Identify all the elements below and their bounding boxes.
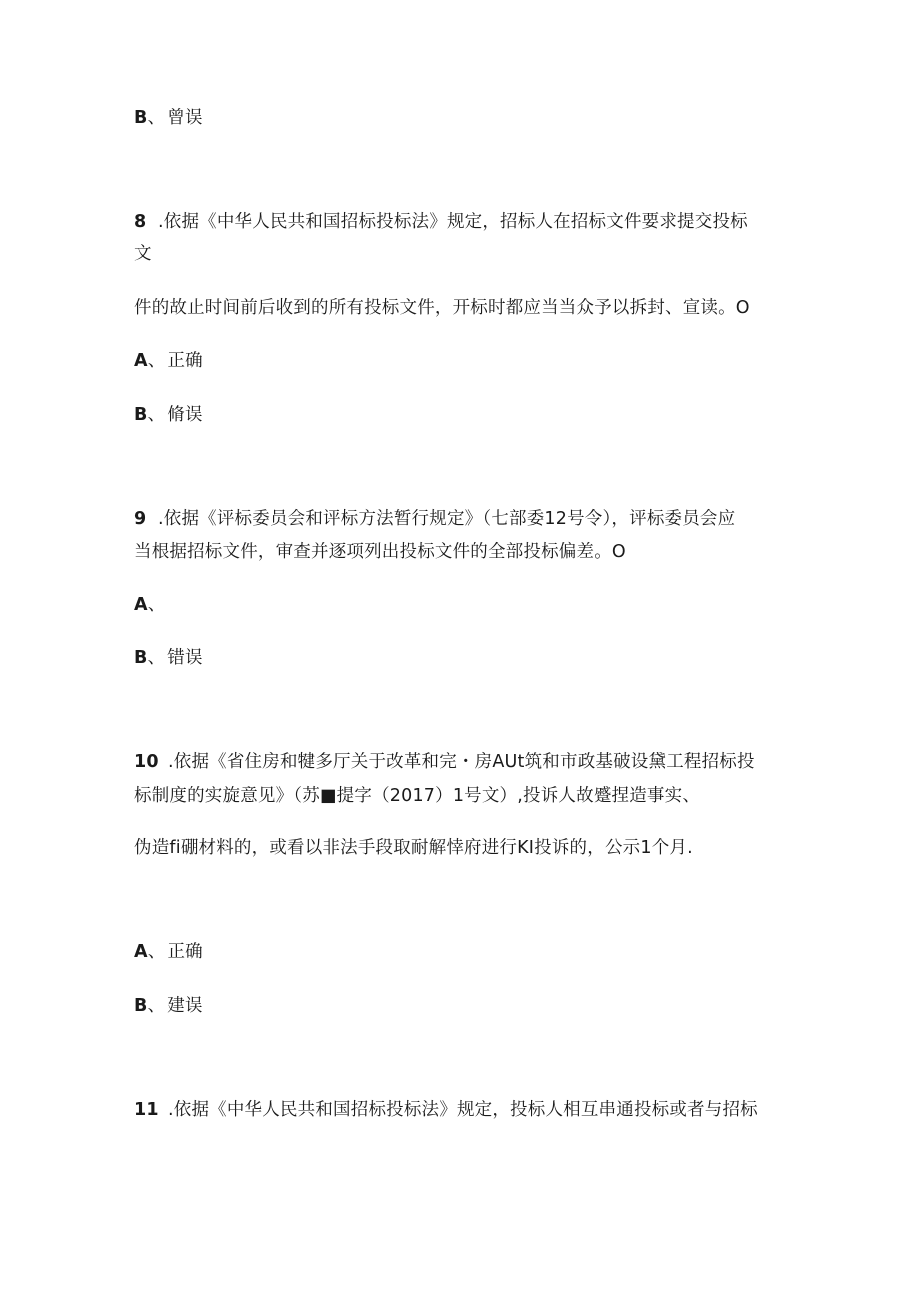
q8-option-a[interactable]	[134, 349, 203, 373]
q8-stem-line-1b	[134, 242, 152, 266]
option-letter: B	[134, 108, 148, 128]
question-text: .依据《中华人民共和国招标投标法》规定，招标人在招标文件要求提交投标	[158, 212, 748, 232]
question-number: 9	[134, 509, 147, 529]
option-separator: 、	[147, 595, 166, 615]
question-number: 11	[134, 1100, 159, 1120]
q10-option-b[interactable]	[134, 994, 203, 1018]
option-letter: B	[134, 648, 148, 668]
option-text: 正确	[167, 942, 203, 962]
option-separator: 、	[147, 108, 166, 128]
question-text: 文	[134, 244, 152, 264]
q10-option-a[interactable]	[134, 940, 203, 964]
question-number: 8	[134, 212, 147, 232]
q8-stem-line-1	[134, 210, 748, 234]
question-text: 件的故止时间前后收到的所有投标文件，开标时都应当当众予以拆封、宣读。O	[134, 298, 750, 318]
option-separator: 、	[147, 405, 166, 425]
q7-option-b[interactable]	[134, 106, 203, 130]
question-text: .依据《省住房和犍多厅关于改革和完・房AUt筑和市政基破设黛工程招标投	[168, 752, 755, 772]
question-text: .依据《中华人民共和国招标投标法》规定，投标人相互串通投标或者与招标	[168, 1100, 758, 1120]
q9-option-b[interactable]	[134, 646, 203, 670]
option-letter: A	[134, 942, 148, 962]
option-separator: 、	[147, 648, 166, 668]
question-text: 当根据招标文件，审查并逐项列出投标文件的全部投标偏差。O	[134, 542, 626, 562]
question-text: 标制度的实旋意见》（苏■提字（2017）1号文）,投诉人故蹙捏造事实、	[134, 786, 701, 806]
q10-stem-line-1	[134, 750, 755, 774]
option-letter: A	[134, 595, 148, 615]
question-text: 伪造fi硼材料的，或看以非法手段取耐解悻府进行KI投诉的，公示1个月.	[134, 838, 693, 858]
q10-stem-line-3	[134, 836, 693, 860]
question-text: .依据《评标委员会和评标方法暂行规定》（七部委12号令），评标委员会应	[158, 509, 736, 529]
option-separator: 、	[147, 996, 166, 1016]
q9-option-a[interactable]	[134, 593, 167, 617]
q9-stem-line-2	[134, 540, 626, 564]
option-separator: 、	[147, 942, 166, 962]
option-text: 建误	[167, 996, 203, 1016]
option-separator: 、	[147, 351, 166, 371]
q11-stem-line-1	[134, 1098, 758, 1122]
option-text: 曾误	[167, 108, 203, 128]
option-letter: B	[134, 405, 148, 425]
q9-stem-line-1	[134, 507, 735, 531]
option-letter: A	[134, 351, 148, 371]
q10-stem-line-2	[134, 784, 700, 808]
question-number: 10	[134, 752, 159, 772]
q8-stem-line-2	[134, 296, 750, 320]
option-text: 错误	[167, 648, 203, 668]
option-text: 正确	[167, 351, 203, 371]
q8-option-b[interactable]	[134, 403, 203, 427]
option-letter: B	[134, 996, 148, 1016]
option-text: 脩误	[167, 405, 203, 425]
